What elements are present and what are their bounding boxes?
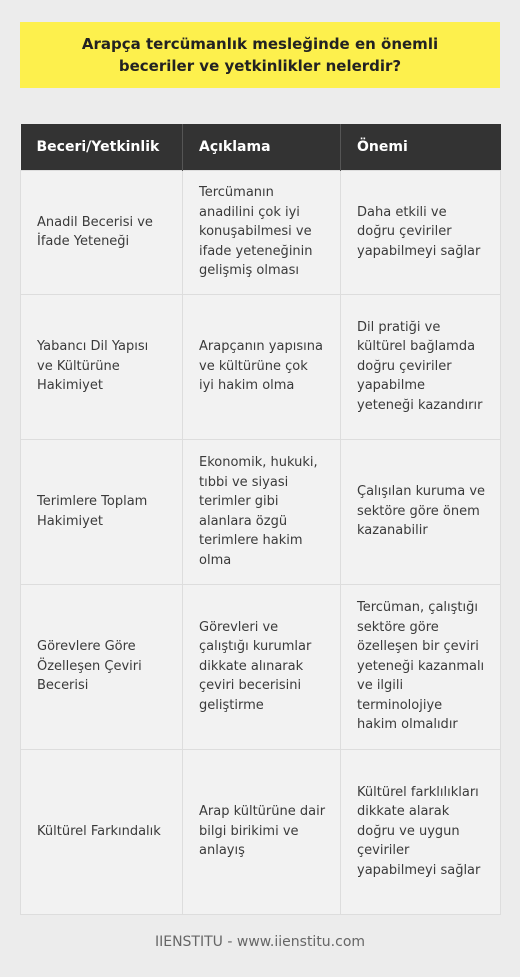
description-cell: Arapçanın yapısına ve kültürüne çok iyi hakim olma — [183, 294, 341, 439]
description-cell: Ekonomik, hukuki, tıbbi ve siyasi terimler gibi alanlara özgü terimlere hakim olma — [183, 439, 341, 584]
column-header-description: Açıklama — [183, 124, 341, 170]
page-title: Arapça tercümanlık mesleğinde en önemli beceriler ve yetkinlikler nelerdir? — [81, 35, 439, 75]
importance-cell: Daha etkili ve doğru çeviriler yapabilmeyi sağlar — [341, 170, 501, 294]
footer-credit: IIENSTITU - www.iienstitu.com — [154, 934, 366, 950]
importance-cell: Dil pratiği ve kültürel bağlamda doğru çeviriler yapabilme yeteneği kazandırır — [341, 294, 501, 439]
table-row — [21, 584, 501, 749]
column-header-importance: Önemi — [341, 124, 501, 170]
skills-table — [20, 124, 501, 915]
column-header-skill: Beceri/Yetkinlik — [21, 124, 183, 170]
skill-cell: Anadil Becerisi ve İfade Yeteneği — [21, 170, 183, 294]
importance-cell: Kültürel farklılıkları dikkate alarak doğru ve uygun çeviriler yapabilmeyi sağlar — [341, 749, 501, 914]
table-row — [21, 294, 501, 439]
importance-cell: Tercüman, çalıştığı sektöre göre özelleşen bir çeviri yeteneği kazanmalı ve ilgili terminolojiye hakim olmalıdır — [341, 584, 501, 749]
description-cell: Görevleri ve çalıştığı kurumlar dikkate alınarak çeviri becerisini geliştirme — [183, 584, 341, 749]
description-cell: Arap kültürüne dair bilgi birikimi ve anlayış — [183, 749, 341, 914]
description-cell: Tercümanın anadilini çok iyi konuşabilmesi ve ifade yeteneğinin gelişmiş olması — [183, 170, 341, 294]
table-header-row — [21, 124, 501, 170]
title-banner — [20, 22, 500, 88]
table-row — [21, 439, 501, 584]
skill-cell: Terimlere Toplam Hakimiyet — [21, 439, 183, 584]
skill-cell: Yabancı Dil Yapısı ve Kültürüne Hakimiyet — [21, 294, 183, 439]
skill-cell: Görevlere Göre Özelleşen Çeviri Becerisi — [21, 584, 183, 749]
importance-cell: Çalışılan kuruma ve sektöre göre önem kazanabilir — [341, 439, 501, 584]
table-row — [21, 170, 501, 294]
table-row — [21, 749, 501, 914]
skill-cell: Kültürel Farkındalık — [21, 749, 183, 914]
